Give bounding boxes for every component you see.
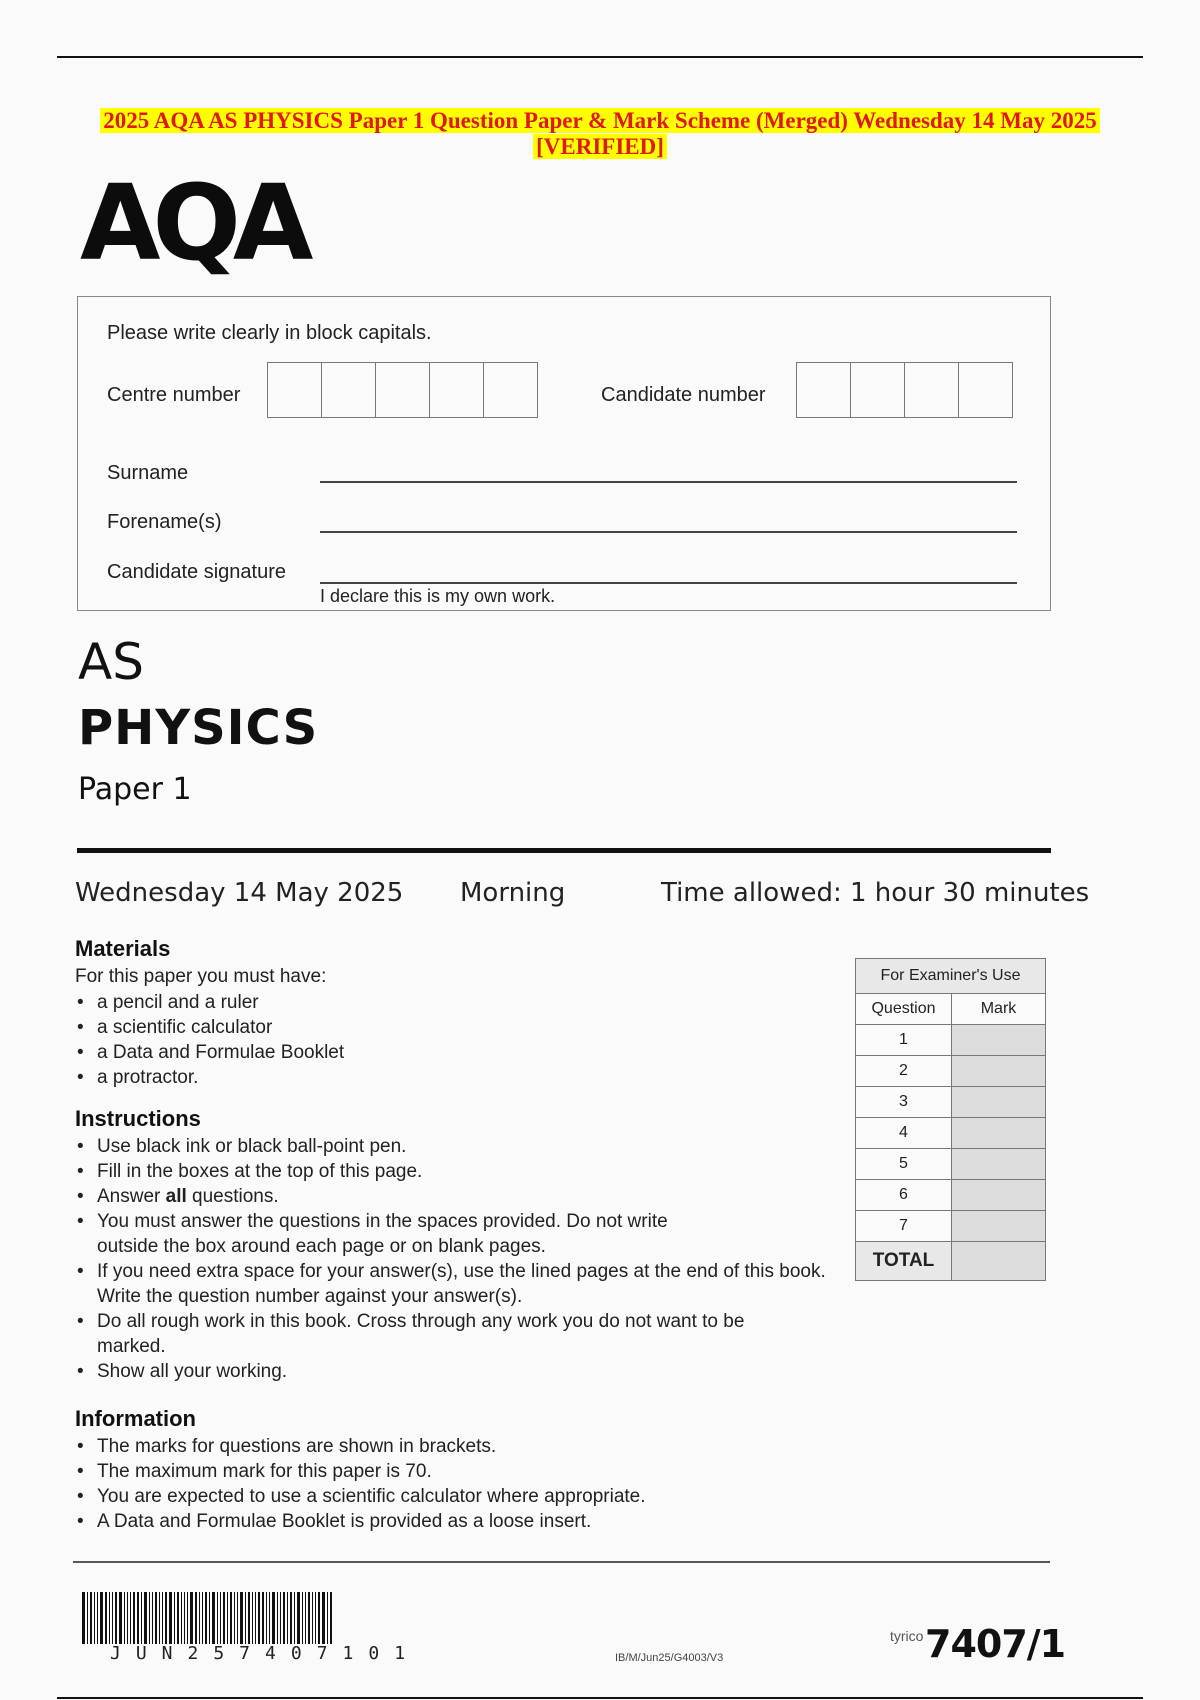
question-number: 7: [856, 1211, 952, 1242]
list-item: • The maximum mark for this paper is 70.: [75, 1459, 835, 1484]
barcode-bar: [100, 1592, 103, 1644]
question-number: 3: [856, 1087, 952, 1118]
mark-cell: [952, 1211, 1046, 1242]
signature-label: Candidate signature: [107, 561, 287, 583]
question-column-header: Question: [856, 994, 952, 1025]
barcode-bar: [159, 1592, 160, 1644]
barcode-bar: [82, 1592, 85, 1644]
barcode-bar: [269, 1592, 270, 1644]
barcode-bar: [112, 1592, 113, 1644]
barcode-bar: [127, 1592, 128, 1644]
mark-column-header: Mark: [952, 994, 1046, 1025]
barcode-bar: [209, 1592, 210, 1644]
candidate-digit-box[interactable]: [851, 363, 905, 417]
barcode-bar: [119, 1592, 122, 1644]
barcode-bar: [130, 1592, 131, 1644]
barcode-bar: [177, 1592, 179, 1644]
information-heading: Information: [75, 1406, 196, 1431]
barcode-bar: [227, 1592, 228, 1644]
barcode-bar: [141, 1592, 142, 1644]
barcode-bar: [94, 1592, 95, 1644]
barcode-bar: [315, 1592, 316, 1644]
barcode-bar: [234, 1592, 235, 1644]
list-item: • You must answer the questions in the spaces provided. Do not write outside the box around each page or on blank pages.: [75, 1209, 727, 1259]
declaration-text: I declare this is my own work.: [320, 586, 556, 606]
barcode-bar: [262, 1592, 264, 1644]
total-row: [856, 1242, 1046, 1281]
candidate-details-box: [77, 296, 1051, 611]
barcode-bar: [240, 1592, 243, 1644]
barcode-bar: [137, 1592, 139, 1644]
aqa-logo: AQA: [80, 162, 306, 284]
candidate-digit-box[interactable]: [959, 363, 1012, 417]
list-item: • a scientific calculator: [75, 1015, 835, 1040]
barcode-bar: [245, 1592, 246, 1644]
barcode-bar: [290, 1592, 292, 1644]
mark-cell: [952, 1056, 1046, 1087]
barcode-bar: [133, 1592, 135, 1644]
footer-rule: [73, 1561, 1050, 1563]
list-item: • A Data and Formulae Booklet is provided as a loose insert.: [75, 1509, 835, 1534]
banner-line-2: [VERIFIED]: [533, 134, 667, 159]
barcode-bar: [255, 1592, 256, 1644]
barcode-bar: [87, 1592, 88, 1644]
barcode-bar: [162, 1592, 163, 1644]
total-label: TOTAL: [856, 1242, 952, 1281]
qualification-level: AS: [78, 633, 144, 691]
barcode-bar: [174, 1592, 175, 1644]
barcode-bar: [184, 1592, 185, 1644]
barcode-bar: [312, 1592, 313, 1644]
barcode-bar: [248, 1592, 250, 1644]
bottom-rule: [57, 1697, 1143, 1699]
information-list: [75, 1434, 835, 1534]
barcode-bar: [297, 1592, 300, 1644]
time-allowed: Time allowed: 1 hour 30 minutes: [661, 878, 1090, 908]
list-item: • Answer all questions.: [75, 1184, 835, 1209]
list-item: • You are expected to use a scientific calculator where appropriate.: [75, 1484, 835, 1509]
surname-label: Surname: [107, 462, 189, 484]
barcode-bar: [280, 1592, 281, 1644]
barcode-bar: [202, 1592, 203, 1644]
list-item: • a protractor.: [75, 1065, 835, 1090]
barcode-bar: [187, 1592, 188, 1644]
barcode-text: JUN257407101: [110, 1643, 421, 1664]
exam-date: Wednesday 14 May 2025: [75, 878, 404, 908]
barcode-bar: [330, 1592, 332, 1644]
barcode-bar: [144, 1592, 147, 1644]
barcode-bar: [277, 1592, 278, 1644]
table-row: [856, 1180, 1046, 1211]
barcode-bar: [124, 1592, 125, 1644]
barcode-bar: [155, 1592, 157, 1644]
table-row: [856, 1118, 1046, 1149]
barcode-bar: [90, 1592, 92, 1644]
question-number: 6: [856, 1180, 952, 1211]
centre-digit-box[interactable]: [322, 363, 376, 417]
mark-cell: [952, 1087, 1046, 1118]
mark-cell: [952, 1149, 1046, 1180]
candidate-digit-box[interactable]: [797, 363, 851, 417]
barcode-bar: [305, 1592, 306, 1644]
barcode-bar: [230, 1592, 232, 1644]
examiners-use-title: For Examiner's Use: [856, 959, 1046, 994]
list-item: • Show all your working.: [75, 1359, 835, 1384]
barcode-bar: [283, 1592, 285, 1644]
list-item: • If you need extra space for your answer(s), use the lined pages at the end of this book. Write the question number against your answer(s).: [75, 1259, 837, 1309]
barcode-bar: [195, 1592, 197, 1644]
list-item: • a Data and Formulae Booklet: [75, 1040, 835, 1065]
barcode-bar: [237, 1592, 238, 1644]
list-item: • The marks for questions are shown in brackets.: [75, 1434, 835, 1459]
candidate-digit-box[interactable]: [905, 363, 959, 417]
top-rule: [57, 56, 1143, 58]
question-number: 4: [856, 1118, 952, 1149]
mark-cell: [952, 1180, 1046, 1211]
centre-digit-box[interactable]: [484, 363, 537, 417]
barcode-bar: [294, 1592, 295, 1644]
candidate-number-label: Candidate number: [601, 384, 766, 406]
banner-line-1: 2025 AQA AS PHYSICS Paper 1 Question Paper & Mark Scheme (Merged) Wednesday 14 May 2025: [100, 108, 1099, 133]
subject-title: PHYSICS: [78, 700, 319, 756]
barcode-bar: [115, 1592, 117, 1644]
paper-code: 7407/1: [925, 1622, 1066, 1666]
barcode-bar: [169, 1592, 172, 1644]
materials-intro: For this paper you must have:: [75, 966, 327, 987]
question-number: 5: [856, 1149, 952, 1180]
centre-number-label: Centre number: [107, 384, 241, 406]
barcode-bar: [212, 1592, 215, 1644]
barcode-bar: [149, 1592, 150, 1644]
centre-number-field[interactable]: [267, 362, 538, 418]
signature-field[interactable]: [320, 582, 1017, 584]
mark-cell: [952, 1118, 1046, 1149]
table-row: [856, 1211, 1046, 1242]
centre-digit-box[interactable]: [430, 363, 484, 417]
barcode-bar: [165, 1592, 167, 1644]
title-divider: [77, 848, 1051, 853]
barcode-bar: [199, 1592, 200, 1644]
centre-digit-box[interactable]: [268, 363, 322, 417]
watermark: tyrico: [890, 1628, 924, 1644]
barcode-bar: [327, 1592, 328, 1644]
barcode-bar: [190, 1592, 193, 1644]
forename-field[interactable]: [320, 531, 1017, 533]
barcode-bar: [223, 1592, 225, 1644]
barcode-bar: [105, 1592, 107, 1644]
examiners-use-table: [855, 958, 1046, 1281]
list-item: • a pencil and a ruler: [75, 990, 835, 1015]
barcode-bar: [217, 1592, 218, 1644]
list-item: • Use black ink or black ball-point pen.: [75, 1134, 835, 1159]
barcode-bar: [252, 1592, 253, 1644]
list-item: • Fill in the boxes at the top of this page.: [75, 1159, 835, 1184]
materials-list: [75, 990, 835, 1090]
exam-session: Morning: [460, 878, 566, 908]
instructions-heading: Instructions: [75, 1106, 201, 1131]
barcode-bar: [109, 1592, 110, 1644]
paper-number: Paper 1: [78, 772, 192, 807]
table-row: [856, 1056, 1046, 1087]
information-section: [75, 1406, 835, 1534]
document-banner: [0, 108, 1200, 160]
barcode-bar: [266, 1592, 267, 1644]
block-capitals-instruction: Please write clearly in block capitals.: [107, 322, 432, 344]
list-item: • Do all rough work in this book. Cross through any work you do not want to be marked.: [75, 1309, 787, 1359]
barcode-bar: [308, 1592, 310, 1644]
barcode-bar: [258, 1592, 260, 1644]
question-number: 1: [856, 1025, 952, 1056]
candidate-number-field[interactable]: [796, 362, 1013, 418]
barcode-bar: [322, 1592, 325, 1644]
barcode-bar: [181, 1592, 182, 1644]
instructions-list: [75, 1134, 835, 1384]
table-row: [856, 1087, 1046, 1118]
materials-heading: Materials: [75, 936, 171, 961]
surname-field[interactable]: [320, 481, 1017, 483]
table-row: [856, 1149, 1046, 1180]
barcode-bar: [205, 1592, 207, 1644]
question-number: 2: [856, 1056, 952, 1087]
barcode: [82, 1592, 334, 1644]
barcode-bar: [220, 1592, 221, 1644]
document-reference: IB/M/Jun25/G4003/V3: [615, 1652, 724, 1664]
centre-digit-box[interactable]: [376, 363, 430, 417]
barcode-bar: [152, 1592, 153, 1644]
mark-cell: [952, 1025, 1046, 1056]
table-row: [856, 1025, 1046, 1056]
barcode-bar: [302, 1592, 303, 1644]
barcode-bar: [97, 1592, 98, 1644]
barcode-bar: [272, 1592, 275, 1644]
total-mark-cell: [952, 1242, 1046, 1281]
barcode-bar: [287, 1592, 288, 1644]
instructions-section: [75, 1106, 835, 1384]
forename-label: Forename(s): [107, 511, 222, 533]
materials-section: [75, 936, 835, 1090]
barcode-bar: [318, 1592, 320, 1644]
